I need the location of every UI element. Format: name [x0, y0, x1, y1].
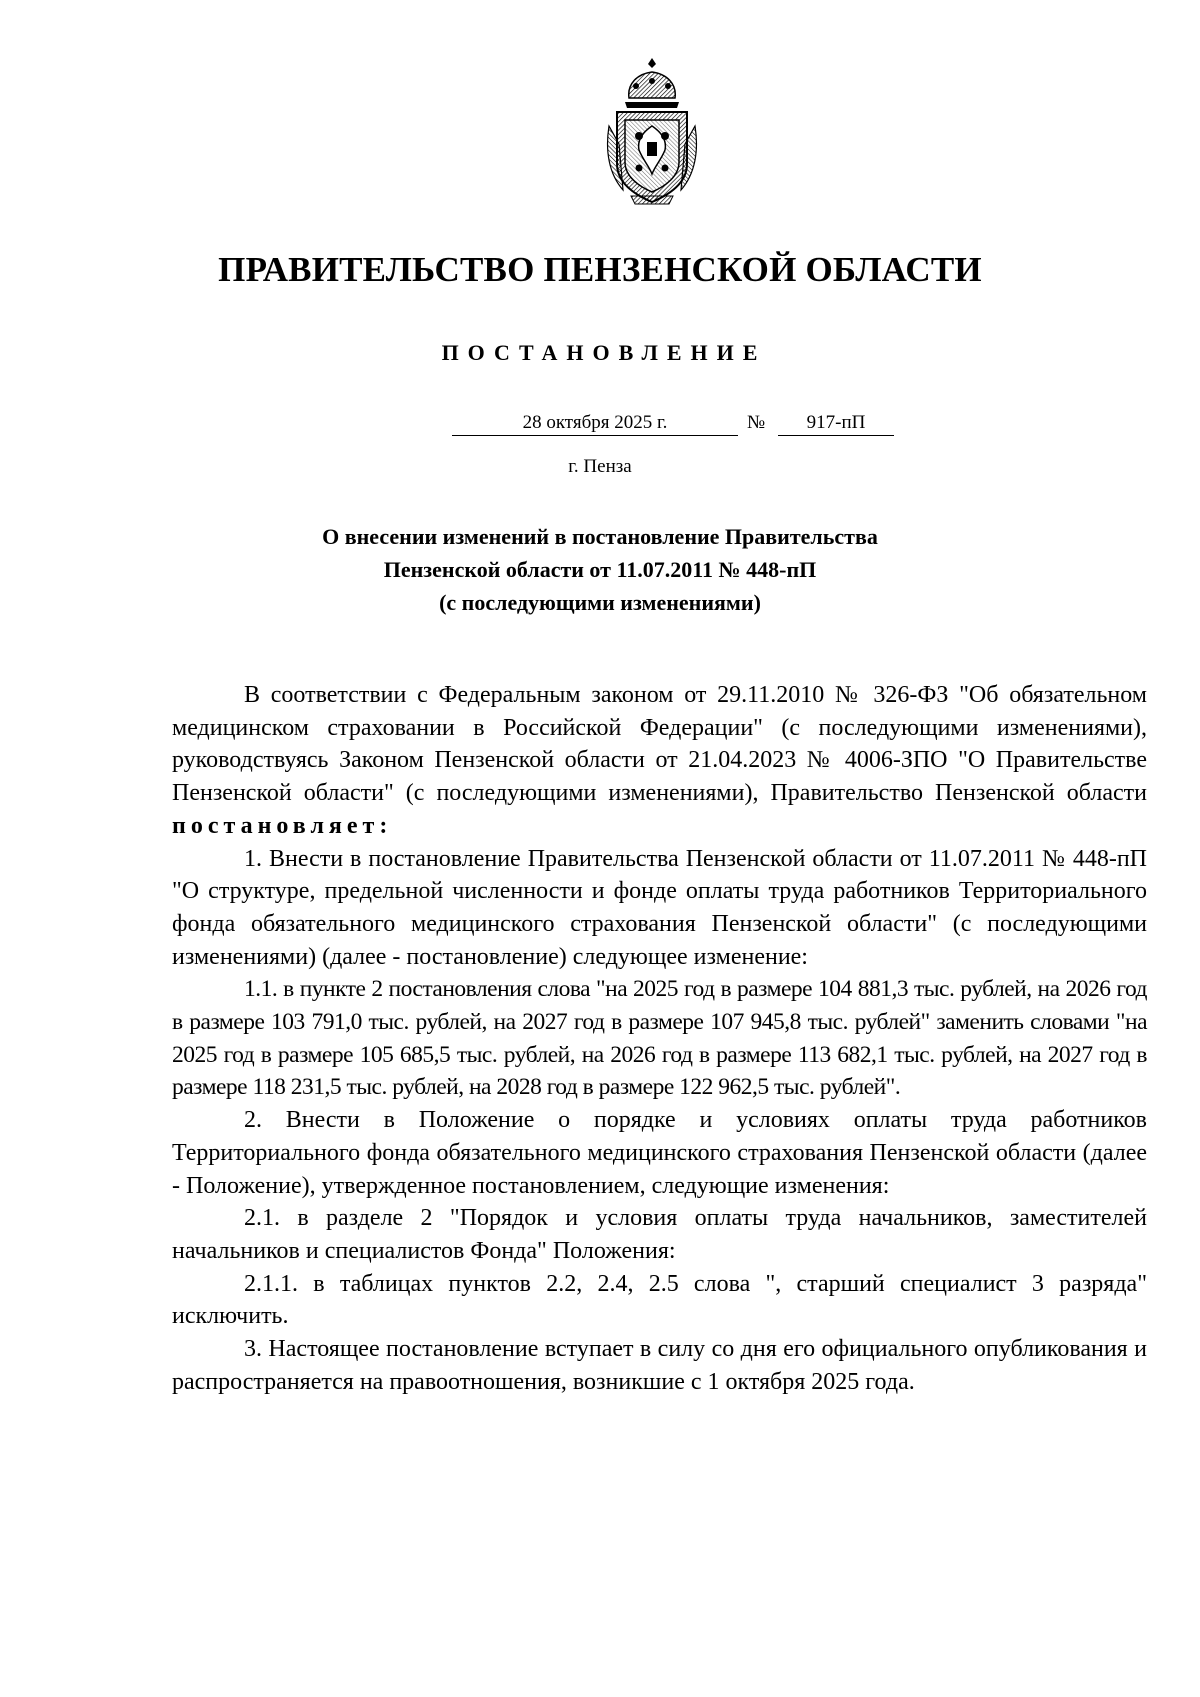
paragraph-2: 2. Внести в Положение о порядке и условиях оплаты труда работников Территориального фонда обязательного медицинского страхования Пензенской области (далее - Положение), утвержденное постановлением, следующие изменения: [172, 1107, 1147, 1199]
subject-line-1: О внесении изменений в постановление Правительства [322, 524, 878, 549]
decree-body [172, 679, 1147, 1398]
subject-line-3: (с последующими изменениями) [439, 590, 761, 615]
paragraph-3: 3. Настоящее постановление вступает в силу со дня его официального опубликования и распространяется на правоотношения, возникшие с 1 октября 2025 года. [172, 1336, 1147, 1395]
coat-of-arms-emblem [603, 56, 701, 206]
paragraph-1-1: 1.1. в пункте 2 постановления слова "на 2025 год в размере 104 881,3 тыс. рублей, на 2026 год в размере 103 791,0 тыс. рублей, на 2027 год в размере 107 945,8 тыс. рублей" заменить словами "на 2025 год в размере 105 685,5 тыс. рублей, на 2026 год в размере 113 682,1 тыс. рублей, на 2027 год в размере 118 231,5 тыс. рублей, на 2028 год в размере 122 962,5 тыс. рублей". [172, 976, 1147, 1101]
paragraph-2-1: 2.1. в разделе 2 "Порядок и условия оплаты труда начальников, заместителей начальников и специалистов Фонда" Положения: [172, 1205, 1147, 1264]
decree-date: 28 октября 2025 г. [452, 412, 738, 436]
resolves-word: постановляет: [172, 812, 393, 839]
document-type-title: ПОСТАНОВЛЕНИЕ [441, 340, 767, 365]
preamble-text: В соответствии с Федеральным законом от 29.11.2010 № 326-ФЗ "Об обязательном медицинском страховании в Российской Федерации" (с последующими изменениями), руководствуясь Законом Пензенской области от 21.04.2023 № 4006-ЗПО "О Правительстве Пензенской области" (с последующими изменениями), Правительство Пензенской области [172, 682, 1147, 807]
decree-subject [0, 520, 1200, 619]
government-title: ПРАВИТЕЛЬСТВО ПЕНЗЕНСКОЙ ОБЛАСТИ [218, 250, 982, 289]
number-sign: № [747, 412, 766, 433]
paragraph-1: 1. Внести в постановление Правительства Пензенской области от 11.07.2011 № 448-пП "О структуре, предельной численности и фонде оплаты труда работников Территориального фонда обязательного медицинского страхования Пензенской области" (с последующими изменениями) (далее - постановление) следующее изменение: [172, 845, 1147, 970]
city-name: г. Пенза [568, 456, 632, 477]
preamble-paragraph [172, 679, 1147, 843]
decree-number: 917-пП [778, 412, 894, 436]
paragraph-2-1-1: 2.1.1. в таблицах пунктов 2.2, 2.4, 2.5 слова ", старший специалист 3 разряда" исключить. [172, 1270, 1147, 1330]
subject-line-2: Пензенской области от 11.07.2011 № 448-пП [383, 557, 817, 582]
